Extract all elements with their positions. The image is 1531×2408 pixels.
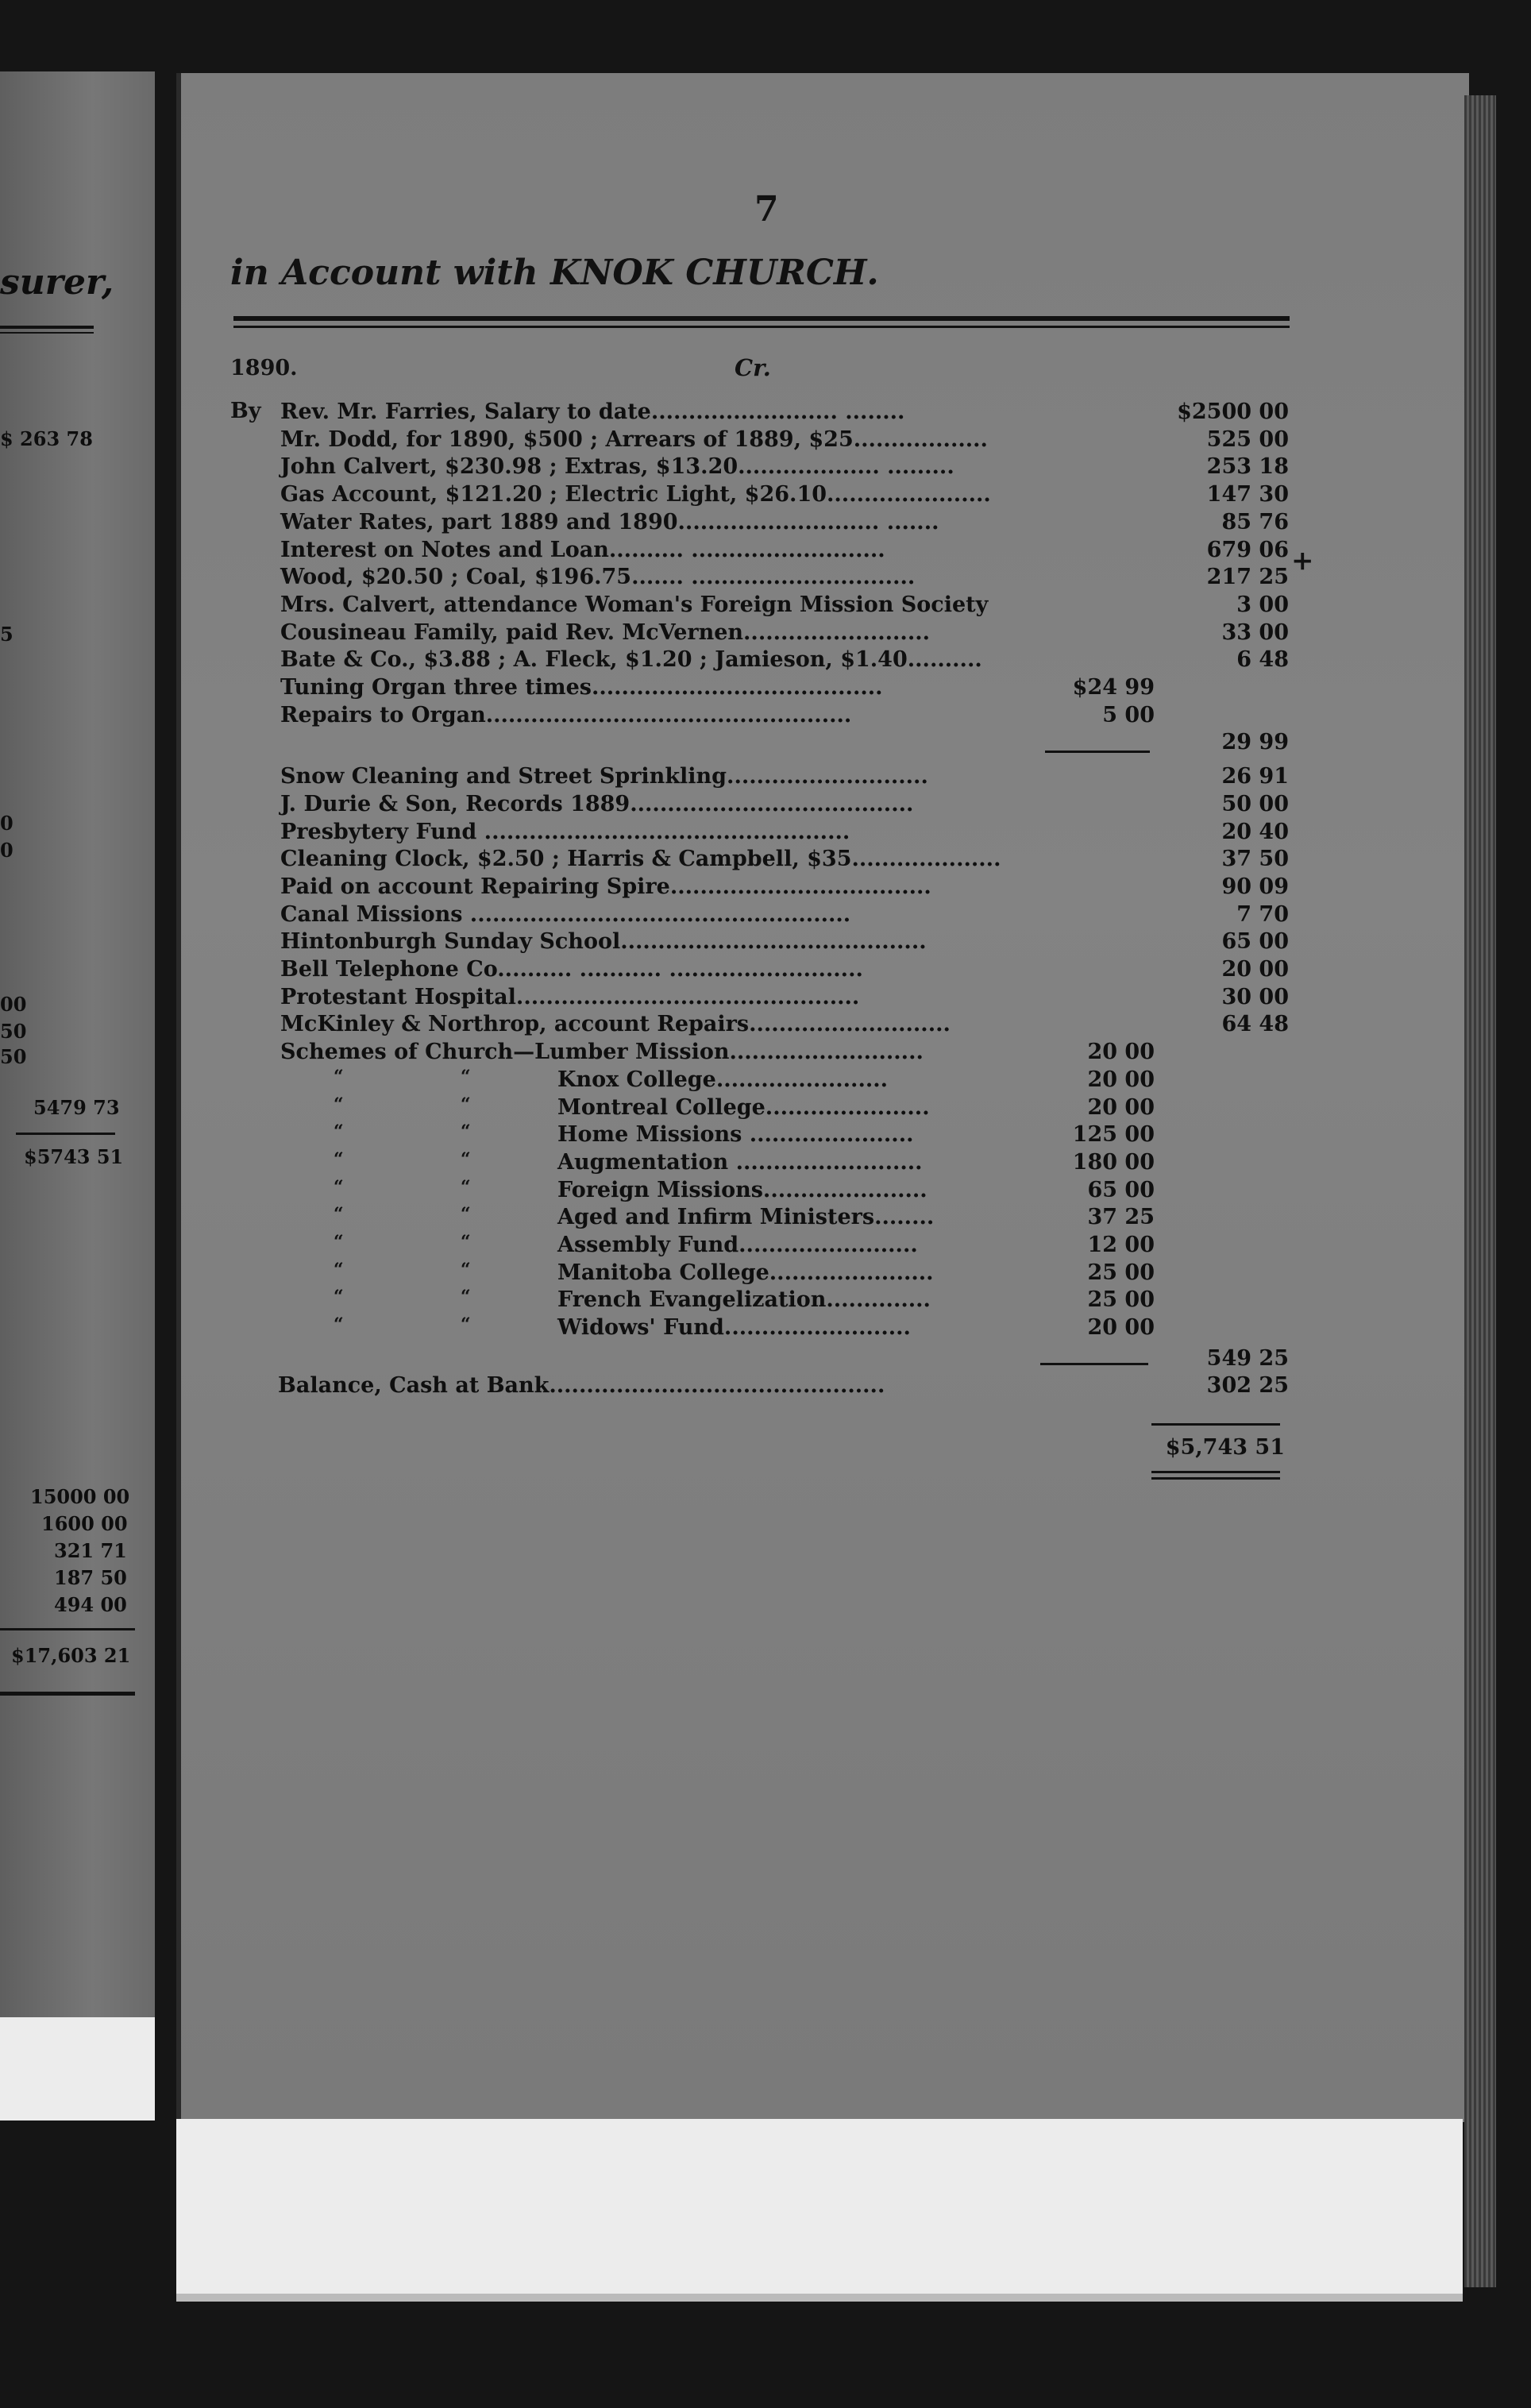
balance-text: Balance, Cash at Bank............................................. bbox=[278, 1372, 885, 1398]
ditto-mark: “ bbox=[334, 1094, 344, 1115]
ditto-mark: “ bbox=[334, 1314, 344, 1336]
ditto-mark: “ bbox=[461, 1121, 471, 1143]
ledger-amount-col2: 217 25 bbox=[1206, 565, 1289, 590]
ledger-amount-col2: 50 00 bbox=[1221, 791, 1289, 816]
facing-page-bottom bbox=[0, 2017, 155, 2121]
ledger-entry-text: Bate & Co., $3.88 ; A. Fleck, $1.20 ; Jamieson, $1.40.......... bbox=[280, 647, 982, 673]
ledger-entry-text: Cleaning Clock, $2.50 ; Harris & Campbell, $35.................... bbox=[280, 847, 1001, 872]
ditto-mark: “ bbox=[461, 1066, 471, 1087]
facing-number: 50 bbox=[0, 1045, 27, 1068]
facing-rule bbox=[0, 326, 94, 329]
scheme-amount: 65 00 bbox=[1087, 1177, 1155, 1202]
margin-mark: + bbox=[1291, 545, 1314, 577]
ditto-mark: “ bbox=[334, 1259, 344, 1280]
ledger-amount-col2: 147 30 bbox=[1206, 482, 1289, 507]
ledger-amount-col2: 26 91 bbox=[1221, 764, 1289, 789]
ditto-mark: “ bbox=[334, 1176, 344, 1198]
ledger-entry-text: Gas Account, $121.20 ; Electric Light, $26.10...................... bbox=[280, 482, 991, 507]
scheme-entry-text: Montreal College...................... bbox=[557, 1094, 930, 1120]
ledger-entry-text: Bell Telephone Co.......... ........... .......................... bbox=[280, 957, 863, 982]
ledger-amount-col2: 20 00 bbox=[1221, 957, 1289, 982]
ledger-amount-col2: 30 00 bbox=[1221, 984, 1289, 1009]
ledger-entry-text: Water Rates, part 1889 and 1890........................... ....... bbox=[280, 509, 939, 534]
ledger-entry-text: Paid on account Repairing Spire................................... bbox=[280, 874, 931, 899]
ledger-amount-col2: 679 06 bbox=[1206, 537, 1289, 562]
facing-rule bbox=[0, 1628, 135, 1630]
scheme-amount: 37 25 bbox=[1087, 1205, 1155, 1230]
ledger-amount-col2: 20 40 bbox=[1221, 819, 1289, 844]
ditto-mark: “ bbox=[461, 1148, 471, 1170]
ledger-amount-col1: $24 99 bbox=[1072, 675, 1155, 700]
scheme-entry-text: Widows' Fund......................... bbox=[557, 1315, 911, 1341]
scheme-amount: 25 00 bbox=[1087, 1260, 1155, 1285]
ledger-amount-col2: 3 00 bbox=[1236, 592, 1289, 617]
page-header: in Account with KNOK CHURCH. bbox=[230, 253, 879, 293]
facing-grand-total: $17,603 21 bbox=[11, 1644, 131, 1667]
facing-subtotal: 5479 73 bbox=[33, 1096, 120, 1119]
facing-total: $5743 51 bbox=[24, 1145, 124, 1168]
facing-rule bbox=[0, 332, 94, 334]
scheme-amount: 20 00 bbox=[1087, 1315, 1155, 1341]
scheme-entry-text: Home Missions ...................... bbox=[557, 1122, 914, 1148]
facing-number: 50 bbox=[0, 1020, 27, 1043]
ditto-mark: “ bbox=[334, 1066, 344, 1087]
ledger-entry-text: Presbytery Fund ................................................. bbox=[280, 819, 850, 844]
ditto-mark: “ bbox=[334, 1232, 344, 1252]
header-rule bbox=[233, 326, 1290, 328]
ledger-entry-text: Tuning Organ three times....................................... bbox=[280, 675, 883, 700]
schemes-total: 549 25 bbox=[1206, 1345, 1289, 1371]
facing-rule bbox=[16, 1133, 115, 1135]
total-rule bbox=[1151, 1471, 1280, 1473]
ledger-entry-text: McKinley & Northrop, account Repairs........................... bbox=[280, 1012, 951, 1037]
ledger-amount-col1: 5 00 bbox=[1102, 702, 1155, 727]
scheme-entry-text: Knox College....................... bbox=[557, 1067, 889, 1092]
scheme-entry-text: French Evangelization.............. bbox=[557, 1287, 931, 1313]
credit-label: Cr. bbox=[735, 354, 771, 381]
facing-number: 1600 00 bbox=[41, 1512, 128, 1535]
ledger-entry-text: Rev. Mr. Farries, Salary to date......................... ........ bbox=[280, 399, 905, 424]
ledger-entry-text: Protestant Hospital.............................................. bbox=[280, 984, 860, 1009]
page-number: 7 bbox=[754, 189, 779, 230]
ledger-amount-col2: 65 00 bbox=[1221, 929, 1289, 955]
scheme-entry-text: Assembly Fund........................ bbox=[557, 1233, 918, 1257]
scheme-entry-text: Foreign Missions...................... bbox=[557, 1177, 927, 1202]
scheme-entry-text: Augmentation ......................... bbox=[557, 1149, 923, 1175]
ditto-mark: “ bbox=[461, 1094, 471, 1115]
ditto-mark: “ bbox=[461, 1314, 471, 1336]
ditto-mark: “ bbox=[334, 1121, 344, 1143]
scheme-amount: 12 00 bbox=[1087, 1233, 1155, 1257]
ledger-entry-text: Interest on Notes and Loan.......... .......................... bbox=[280, 537, 885, 562]
ledger-amount-col2: 6 48 bbox=[1236, 647, 1289, 673]
scheme-amount: 20 00 bbox=[1087, 1094, 1155, 1120]
ledger-amount-col2: 37 50 bbox=[1221, 847, 1289, 872]
ledger-entry-text: Repairs to Organ................................................. bbox=[280, 702, 852, 727]
ledger-amount-col2: 525 00 bbox=[1206, 426, 1289, 452]
by-label: By bbox=[230, 399, 261, 423]
facing-number: 187 50 bbox=[54, 1566, 127, 1589]
header-rule bbox=[233, 316, 1290, 321]
ditto-mark: “ bbox=[461, 1287, 471, 1308]
facing-number: $ 263 78 bbox=[0, 427, 93, 450]
scheme-entry-text: Aged and Infirm Ministers........ bbox=[557, 1205, 935, 1230]
ledger-entry-text: Canal Missions ................................................... bbox=[280, 901, 851, 927]
facing-number: 00 bbox=[0, 993, 27, 1016]
facing-number: 5 bbox=[0, 623, 13, 646]
scheme-amount: 180 00 bbox=[1072, 1149, 1155, 1175]
ledger-entry-text: Snow Cleaning and Street Sprinkling........................... bbox=[280, 764, 928, 789]
scheme-amount: 20 00 bbox=[1087, 1067, 1155, 1092]
ditto-mark: “ bbox=[334, 1287, 344, 1308]
scheme-entry-text: Manitoba College...................... bbox=[557, 1260, 934, 1285]
ditto-mark: “ bbox=[334, 1148, 344, 1170]
ledger-amount-col2: 85 76 bbox=[1221, 509, 1289, 534]
ledger-entry-text: Hintonburgh Sunday School......................................... bbox=[280, 929, 927, 955]
ledger-entry-text: Wood, $20.50 ; Coal, $196.75....... .............................. bbox=[280, 565, 916, 590]
scheme-amount: 125 00 bbox=[1072, 1122, 1155, 1148]
ledger-amount-col2: 33 00 bbox=[1221, 619, 1289, 645]
subtotal-rule bbox=[1045, 751, 1150, 753]
facing-number: 0 bbox=[0, 839, 13, 862]
facing-page-heading: surer, bbox=[0, 262, 114, 303]
facing-number: 15000 00 bbox=[30, 1485, 130, 1508]
ditto-mark: “ bbox=[461, 1232, 471, 1252]
facing-number: 494 00 bbox=[54, 1593, 127, 1616]
page-edges bbox=[1464, 95, 1496, 2287]
total-rule bbox=[1151, 1423, 1280, 1426]
ledger-entry-text: Schemes of Church—Lumber Mission.......................... bbox=[280, 1040, 924, 1065]
ledger-entry-text: Mrs. Calvert, attendance Woman's Foreign Mission Society bbox=[280, 592, 989, 617]
ditto-mark: “ bbox=[461, 1259, 471, 1280]
ditto-mark: “ bbox=[461, 1204, 471, 1225]
grand-total: $5,743 51 bbox=[1165, 1435, 1285, 1460]
year-label: 1890. bbox=[230, 356, 298, 380]
page-bottom-margin bbox=[176, 2119, 1463, 2302]
ledger-amount-col1: 20 00 bbox=[1087, 1040, 1155, 1065]
facing-rule bbox=[0, 1692, 135, 1696]
ledger-entry-text: J. Durie & Son, Records 1889...................................... bbox=[280, 791, 914, 816]
subtotal-rule bbox=[1040, 1363, 1148, 1365]
scheme-amount: 25 00 bbox=[1087, 1287, 1155, 1313]
ledger-entry-text: Cousineau Family, paid Rev. McVernen......................... bbox=[280, 619, 931, 645]
ditto-mark: “ bbox=[334, 1204, 344, 1225]
ledger-amount-col2: 253 18 bbox=[1206, 454, 1289, 480]
ledger-amount-col2: 90 09 bbox=[1221, 874, 1289, 899]
facing-number: 321 71 bbox=[54, 1539, 127, 1562]
balance-amount: 302 25 bbox=[1206, 1372, 1289, 1398]
ledger-entry-text: John Calvert, $230.98 ; Extras, $13.20................... ......... bbox=[280, 454, 954, 480]
facing-number: 0 bbox=[0, 812, 13, 835]
total-rule bbox=[1151, 1477, 1280, 1480]
ledger-amount-col2: 29 99 bbox=[1221, 730, 1289, 755]
ledger-amount-col2: 7 70 bbox=[1236, 901, 1289, 927]
facing-page bbox=[0, 71, 155, 2121]
ditto-mark: “ bbox=[461, 1176, 471, 1198]
ledger-amount-col2: 64 48 bbox=[1221, 1012, 1289, 1037]
ledger-entry-text: Mr. Dodd, for 1890, $500 ; Arrears of 1889, $25.................. bbox=[280, 426, 988, 452]
ledger-amount-col2: $2500 00 bbox=[1177, 399, 1289, 424]
